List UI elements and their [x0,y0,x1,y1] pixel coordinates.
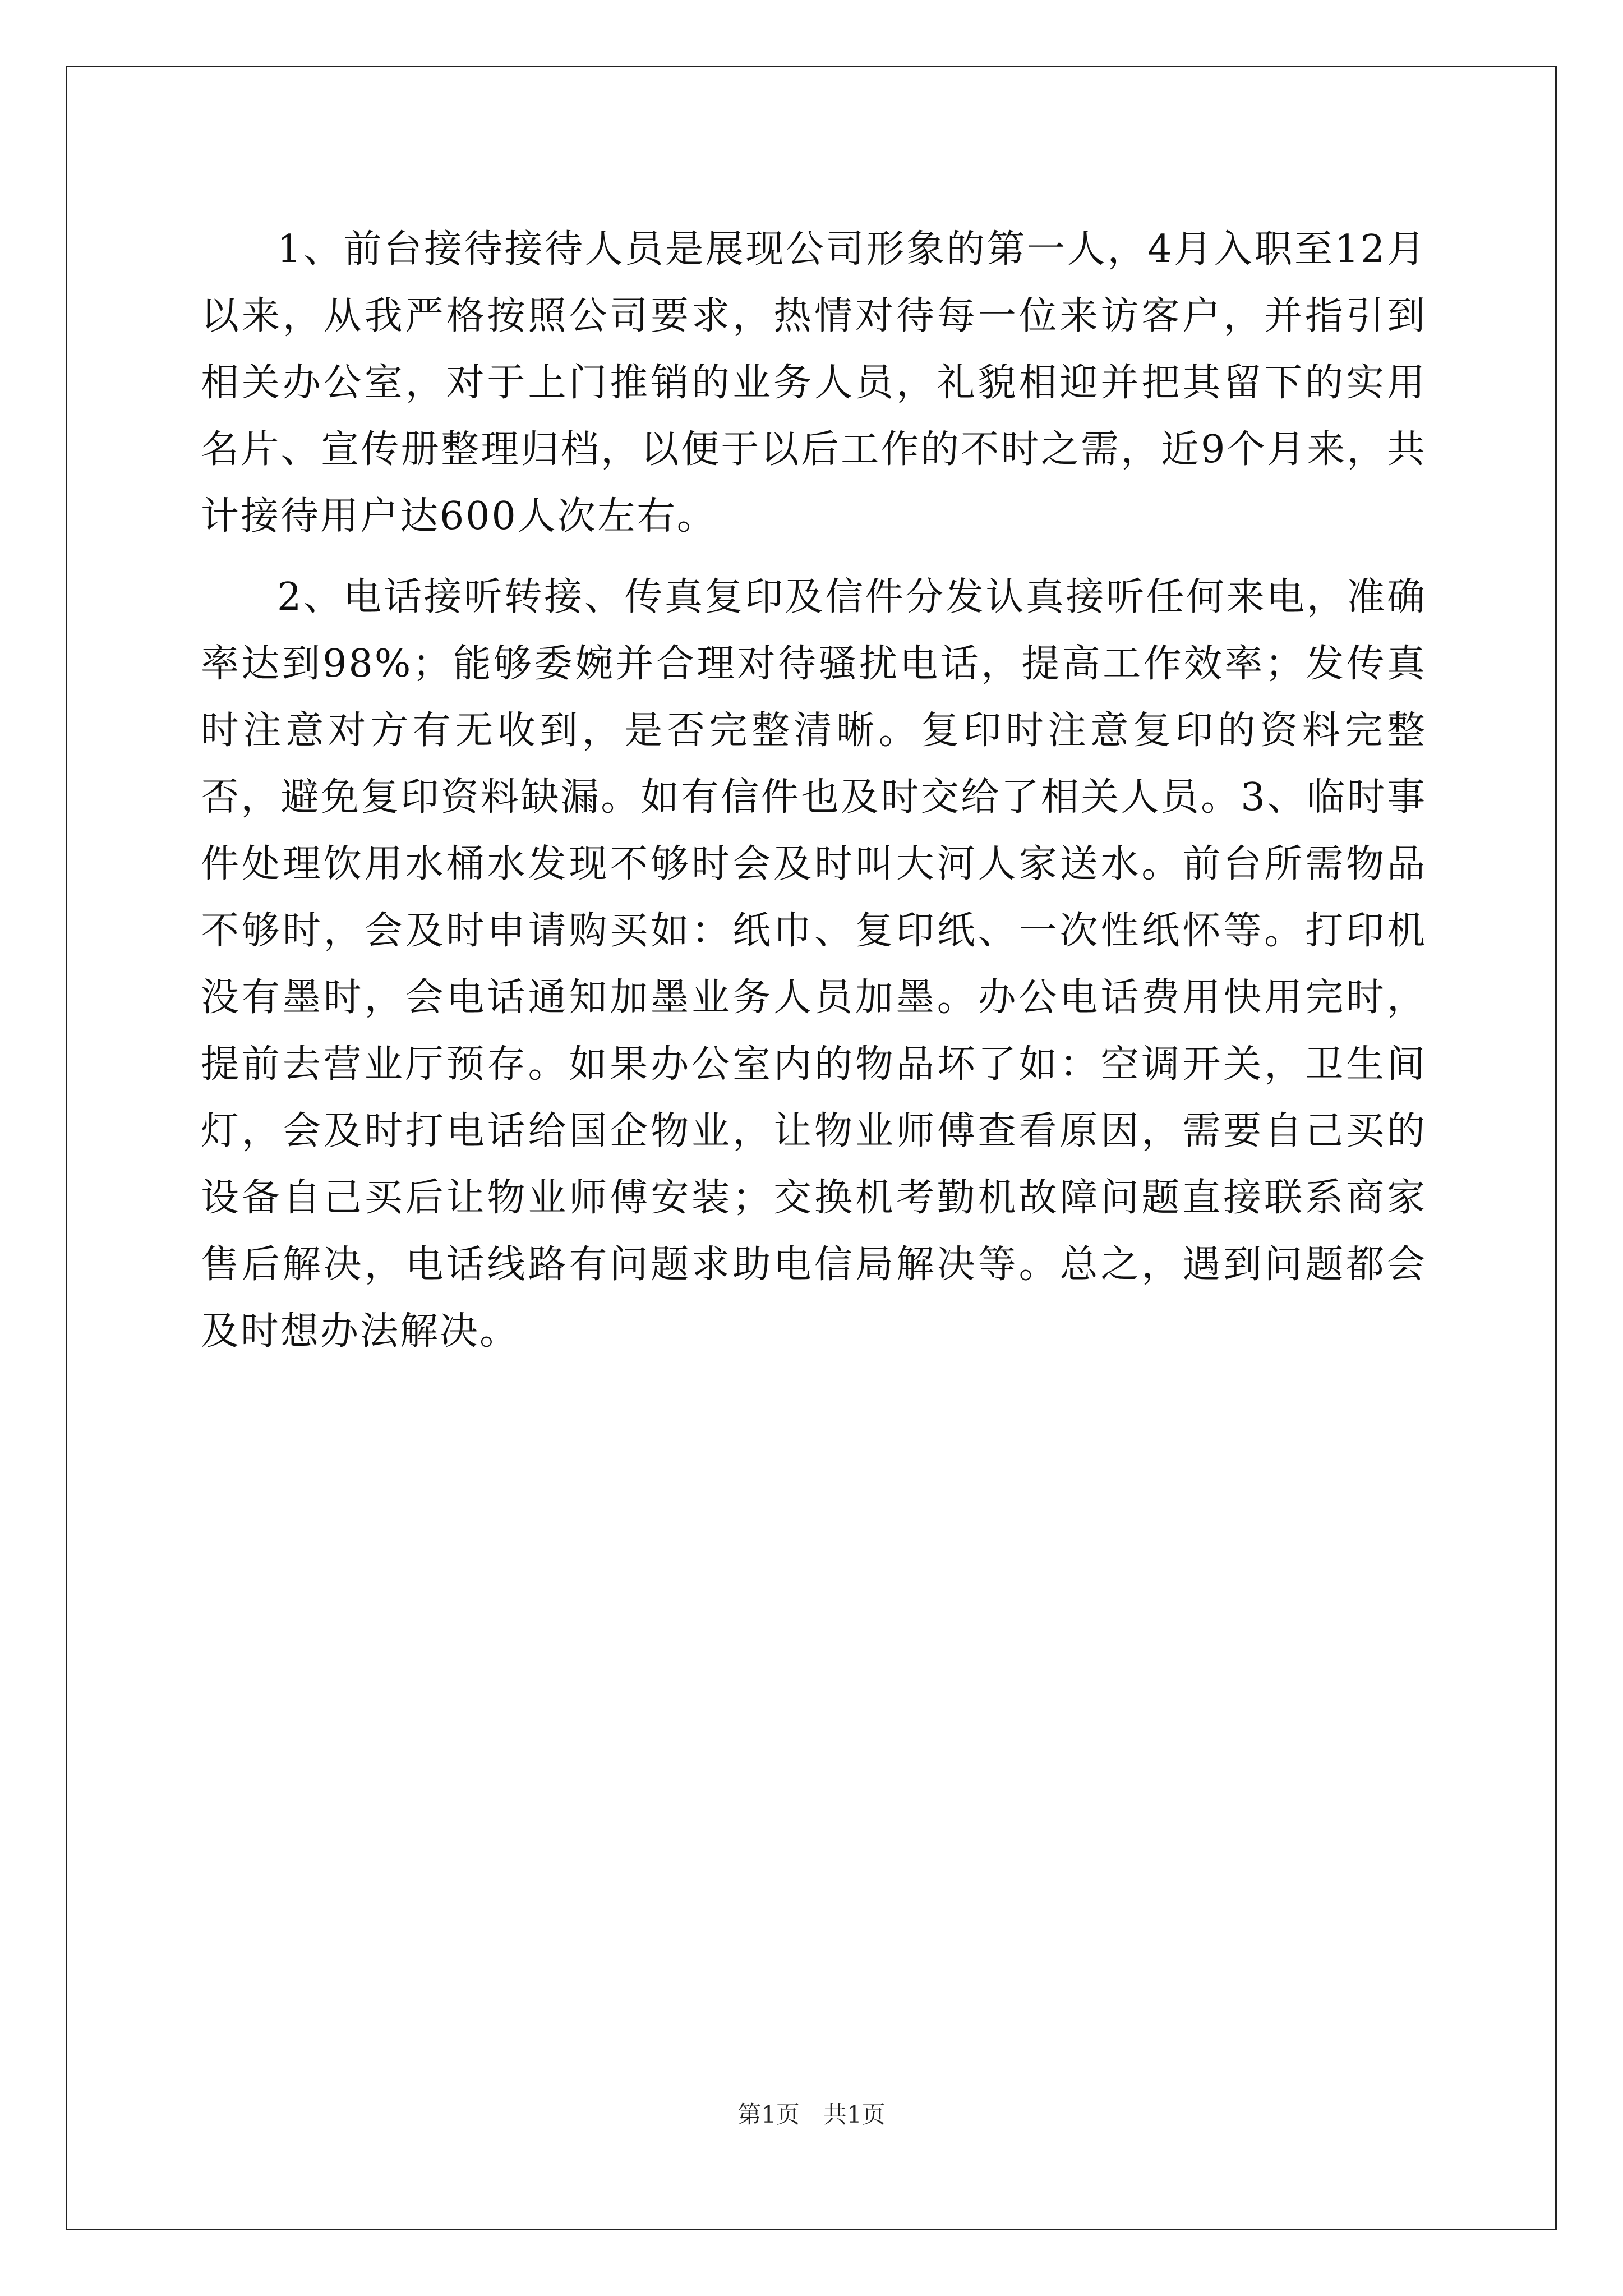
paragraph-phone-fax-mail: 2、电话接听转接、传真复印及信件分发认真接听任何来电，准确率达到98%；能够委婉并合理对待骚扰电话，提高工作效率；发传真时注意对方有无收到，是否完整清晰。复印时注意复印的资料完整否，避免复印资料缺漏。如有信件也及时交给了相关人员。3、临时事件处理饮用水桶水发现不够时会及时叫大河人家送水。前台所需物品不够时，会及时申请购买如：纸巾、复印纸、一次性纸怀等。打印机没有墨时，会电话通知加墨业务人员加墨。办公电话费用快用完时，提前去营业厅预存。如果办公室内的物品坏了如：空调开关，卫生间灯，会及时打电话给国企物业，让物业师傅查看原因，需要自己买的设备自己买后让物业师傅安装；交换机考勤机故障问题直接联系商家售后解决，电话线路有问题求助电信局解决等。总之，遇到问题都会及时想办法解决。 [201,575,1427,1354]
paragraph-reception: 1、前台接待接待人员是展现公司形象的第一人，4月入职至12月以来，从我严格按照公司要求，热情对待每一位来访客户，并指引到相关办公室，对于上门推销的业务人员，礼貌相迎并把其留下的实用名片、宣传册整理归档，以便于以后工作的不时之需，近9个月来，共计接待用户达600人次左右。 [201,227,1427,539]
page-number-footer: 第1页 共1页 [737,2101,886,2128]
document-body [201,216,1427,1365]
